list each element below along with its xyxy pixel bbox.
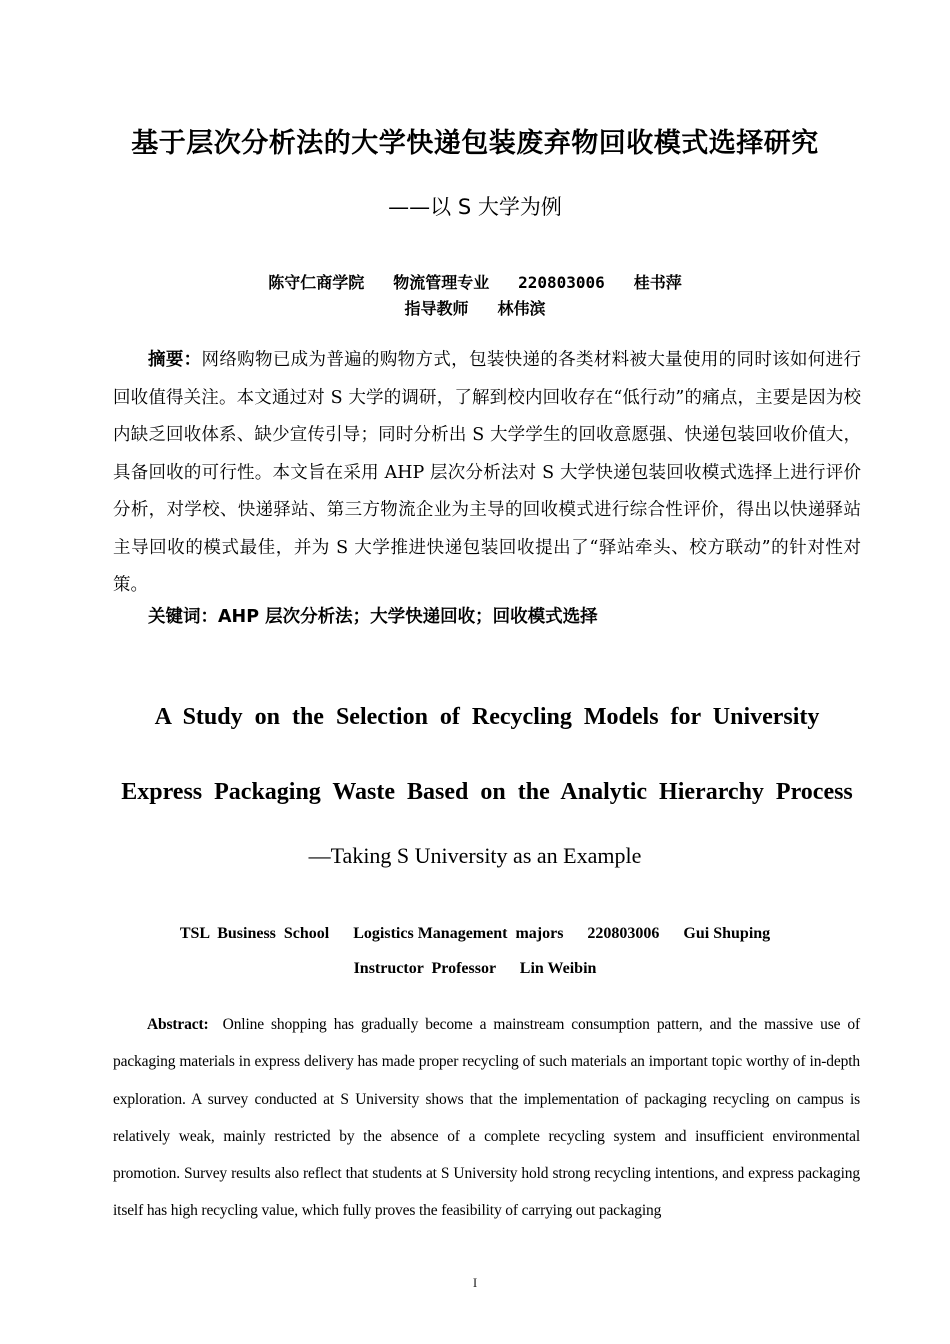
english-subtitle: —Taking S University as an Example (308, 843, 642, 868)
chinese-abstract-label: 摘要： (148, 350, 202, 370)
chinese-author-block (60, 270, 890, 322)
english-title-line-2: Express Packaging Waste Based on the Analytic Hierarchy Process (121, 779, 853, 805)
english-abstract-text: Online shopping has gradually become a mainstream consumption pattern, and the massive use of packaging materials in express delivery has made proper recycling of such materials an important topic worthy of in-depth exploration. A survey conducted at S University shows that the implementation of packaging recycling on campus is relatively weak, mainly restricted by the absence of a complete recycling system and insufficient environmental promotion. Survey results also reflect that students at S University hold strong recycling intentions, and express packaging itself has high recycling value, which fully proves the feasibility of carrying out packaging (113, 1016, 861, 1220)
chinese-subtitle: ——以 S 大学为例 (388, 195, 562, 219)
english-author-line: TSL Business School Logistics Management majors 220803006 Gui Shuping (179, 925, 771, 942)
english-abstract (113, 1006, 860, 1230)
english-author-block (60, 916, 890, 986)
chinese-author-line: 陈守仁商学院 物流管理专业 220803006 桂书萍 (268, 273, 682, 292)
page-number: I (472, 1275, 478, 1290)
chinese-title: 基于层次分析法的大学快递包装废弃物回收模式选择研究 (131, 128, 819, 159)
chinese-abstract (113, 342, 861, 605)
chinese-abstract-text: 网络购物已成为普遍的购物方式，包装快递的各类材料被大量使用的同时该如何进行回收值得关注。本文通过对 S 大学的调研，了解到校内回收存在“低行动”的痛点，主要是因为校内缺乏回收体系、缺少宣传引导；同时分析出 S 大学学生的回收意愿强、快递包装回收价值大，具备回收的可行性。本文旨在采用 AHP 层次分析法对 S 大学快递包装回收模式选择上进行评价分析，对学校、快递驿站、第三方物流企业为主导的回收模式进行综合性评价，得出以快递驿站主导回收的模式最佳，并为 S 大学推进快递包装回收提出了“驿站牵头、校方联动”的针对性对策。 (113, 350, 861, 595)
chinese-advisor-line: 指导教师 林伟滨 (404, 299, 546, 318)
english-title-line-1: A Study on the Selection of Recycling Models for University (154, 704, 820, 730)
english-abstract-label: Abstract: (147, 1016, 209, 1033)
english-advisor-line: Instructor Professor Lin Weibin (353, 960, 597, 977)
english-title (113, 697, 861, 847)
chinese-keywords: 关键词：AHP 层次分析法；大学快递回收；回收模式选择 (148, 607, 598, 627)
